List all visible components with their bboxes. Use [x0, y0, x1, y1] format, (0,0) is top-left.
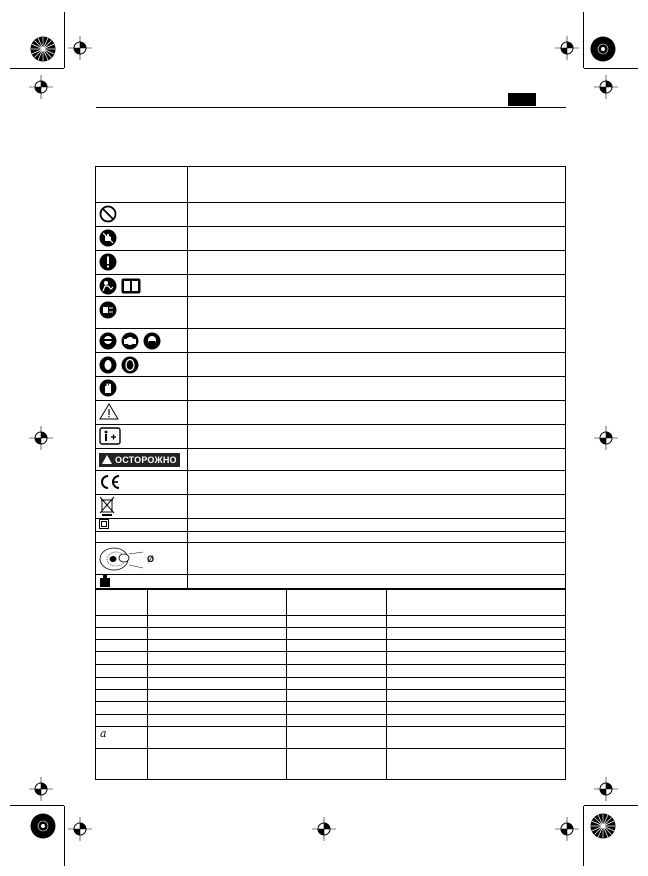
symbol-description	[188, 251, 566, 275]
eye-protection-icon	[99, 332, 117, 350]
crop-mark	[10, 805, 64, 806]
crop-mark	[10, 68, 64, 69]
disc-diameter-icon	[99, 546, 143, 572]
crosshair-target-icon	[555, 36, 579, 60]
table-row	[96, 449, 566, 471]
table-row	[96, 401, 566, 425]
table-row	[96, 377, 566, 401]
table-row	[96, 678, 566, 690]
registration-circle-bottom-left	[30, 813, 56, 839]
table-row	[96, 628, 566, 640]
table-row	[96, 251, 566, 275]
exclamation-icon	[99, 253, 117, 271]
crosshair-target-icon	[312, 817, 336, 841]
header-rule	[96, 107, 566, 108]
double-insulation-icon	[99, 519, 109, 529]
table-row	[96, 690, 566, 702]
language-tab	[508, 93, 536, 106]
crop-mark	[64, 12, 65, 68]
symbol-description	[188, 329, 566, 353]
table-row	[96, 727, 566, 749]
table-row	[96, 203, 566, 227]
table-row	[96, 715, 566, 727]
table-row	[96, 519, 566, 532]
table-row	[96, 589, 566, 616]
read-manual-icon	[99, 277, 117, 295]
symbol-description	[188, 401, 566, 425]
table-row	[96, 167, 566, 203]
table-row	[96, 297, 566, 329]
table-row	[96, 543, 566, 575]
prohibited-icon	[99, 205, 117, 223]
crop-mark	[584, 805, 638, 806]
crosshair-target-icon	[594, 426, 618, 450]
crosshair-target-icon	[555, 817, 579, 841]
crosshair-target-icon	[594, 75, 618, 99]
symbol-description	[188, 377, 566, 401]
symbol-description	[188, 425, 566, 449]
ce-mark-icon	[99, 474, 121, 490]
ear-protection-icon	[121, 332, 139, 350]
specifications-table	[95, 588, 566, 780]
symbol-header-cell	[96, 167, 188, 203]
warning-triangle-icon	[102, 455, 112, 464]
crop-mark	[64, 806, 65, 866]
symbol-description	[188, 495, 566, 519]
table-row	[96, 702, 566, 715]
crosshair-target-icon	[29, 777, 53, 801]
registration-star-bottom-right	[590, 813, 616, 839]
symbol-description	[188, 519, 566, 532]
symbol-description	[188, 227, 566, 251]
unplug-icon	[99, 301, 117, 319]
registration-star-top-left	[30, 36, 56, 62]
do-not-touch-icon	[99, 229, 117, 247]
table-row	[96, 640, 566, 652]
symbol-description	[188, 353, 566, 377]
crosshair-target-icon	[68, 817, 92, 841]
symbol-description	[188, 532, 566, 543]
table-row	[96, 532, 566, 543]
table-row	[96, 665, 566, 678]
table-row	[96, 353, 566, 377]
crosshair-target-icon	[68, 36, 92, 60]
symbol-description	[188, 275, 566, 297]
table-row	[96, 275, 566, 297]
diameter-symbol: Ø	[147, 553, 155, 564]
table-row	[96, 227, 566, 251]
table-row	[96, 471, 566, 495]
registration-circle-top-right	[590, 36, 616, 62]
crosshair-target-icon	[29, 75, 53, 99]
crossed-bin-icon	[99, 496, 115, 516]
gloves-icon	[99, 356, 117, 374]
symbol-description	[188, 543, 566, 575]
table-row	[96, 749, 566, 780]
table-row	[96, 425, 566, 449]
face-mask-icon	[143, 332, 161, 350]
symbol-description	[188, 297, 566, 329]
vibration-symbol: a	[100, 727, 107, 740]
description-header-cell	[188, 167, 566, 203]
manual-book-icon	[121, 278, 141, 294]
symbol-description	[188, 203, 566, 227]
symbols-table	[95, 166, 566, 590]
caution-badge: ОСТОРОЖНО	[99, 453, 180, 467]
symbol-description	[188, 449, 566, 471]
dust-mask-icon	[121, 356, 139, 374]
warning-triangle-icon	[99, 403, 119, 420]
crop-mark	[584, 68, 638, 69]
crop-mark	[583, 806, 584, 866]
weight-icon	[99, 575, 111, 587]
crosshair-target-icon	[29, 426, 53, 450]
table-row	[96, 616, 566, 628]
crosshair-target-icon	[594, 777, 618, 801]
info-icon	[99, 427, 121, 445]
symbol-description	[188, 471, 566, 495]
protective-glove-icon	[99, 379, 117, 397]
table-row	[96, 329, 566, 353]
table-row	[96, 495, 566, 519]
table-row	[96, 652, 566, 665]
crop-mark	[583, 12, 584, 68]
